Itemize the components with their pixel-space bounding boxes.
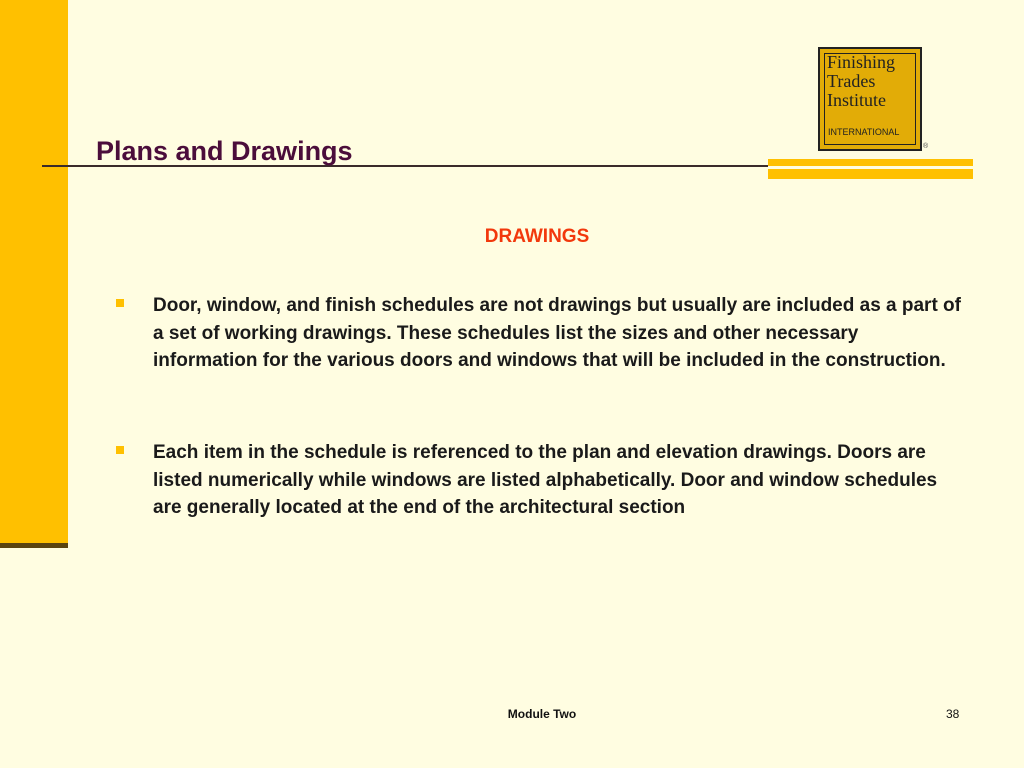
registered-mark: ® bbox=[923, 143, 929, 150]
footer-label: Module Two bbox=[507, 707, 577, 721]
bullet-text: Door, window, and finish schedules are not drawings but usually are included as a part of a set of working drawings. These schedules list the sizes and other necessary information for the various doors and windows that will be included in the construction. bbox=[153, 295, 961, 371]
bullet-square-icon bbox=[116, 299, 124, 307]
slide-title: Plans and Drawings bbox=[96, 136, 353, 166]
logo-line-1: Finishing bbox=[827, 52, 896, 72]
decorative-bars bbox=[768, 159, 973, 179]
page-number: 38 bbox=[946, 707, 960, 721]
bullet-text: Each item in the schedule is referenced to the plan and elevation drawings. Doors are listed numerically while windows are listed alphabetically. Door and window schedules are generally located at the end of the architectural section bbox=[153, 442, 938, 518]
left-accent-bar bbox=[0, 0, 68, 548]
institute-logo bbox=[818, 47, 922, 151]
logo-line-3: Institute bbox=[827, 90, 886, 110]
logo-line-2: Trades bbox=[827, 71, 876, 91]
logo-subtitle: INTERNATIONAL bbox=[828, 127, 900, 137]
left-accent-bar-base bbox=[0, 543, 68, 548]
bullet-square-icon bbox=[116, 446, 124, 454]
section-heading: DRAWINGS bbox=[484, 226, 590, 247]
